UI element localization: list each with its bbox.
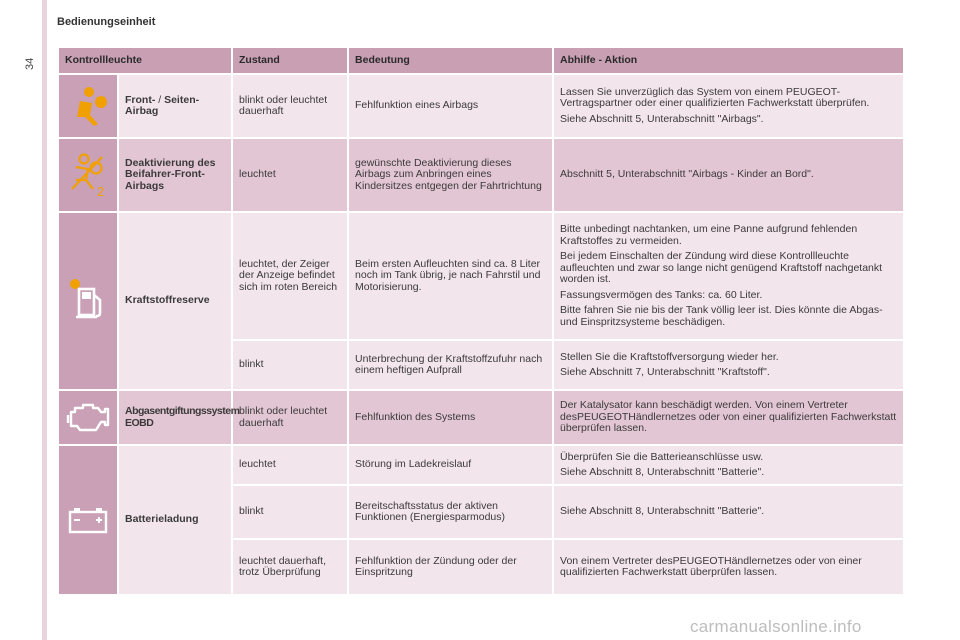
watermark: carmanualsonline.info <box>690 617 862 636</box>
warning-lights-table <box>57 46 905 596</box>
action-cell: Überprüfen Sie die Batterieanschlüsse usw. Siehe Abschnitt 8, Unterabschnitt "Batterie". <box>553 445 904 485</box>
airbag-deactivated-icon <box>58 138 118 212</box>
meaning-cell: Bereitschaftsstatus der aktiven Funktionen (Energiesparmodus) <box>348 485 553 539</box>
airbag-icon <box>58 74 118 138</box>
state-cell: blinkt oder leuchtet dauerhaft <box>232 390 348 445</box>
state-cell: leuchtet <box>232 138 348 212</box>
light-label: Front- / Seiten-Airbag <box>118 74 232 138</box>
meaning-cell: Beim ersten Aufleuchten sind ca. 8 Liter noch im Tank übrig, je nach Fahrstil und Motorisierung. <box>348 212 553 340</box>
meaning-cell: Fehlfunktion der Zündung oder der Einspritzung <box>348 539 553 595</box>
light-label: Abgasentgiftungssystem EOBD <box>118 390 232 445</box>
meaning-cell: gewünschte Deaktivierung dieses Airbags zum Anbringen eines Kindersitzes entgegen der Fahrtrichtung <box>348 138 553 212</box>
column-header: Kontrollleuchte <box>58 47 232 74</box>
svg-text:2: 2 <box>97 184 105 199</box>
meaning-cell: Fehlfunktion des Systems <box>348 390 553 445</box>
action-cell: Bitte unbedingt nachtanken, um eine Panne aufgrund fehlenden Kraftstoffes zu vermeiden. Bei jedem Einschalten der Zündung wird diese Kontrollleuchte aufleuchten und zwar so lange nicht genügend Kraftstoff nachgetankt worden ist. Fassungsvermögen des Tanks: ca. 60 Liter. Bitte fahren Sie nie bis der Tank völlig leer ist. Dies könnte die Abgas- und Einspritzsysteme beschädigen. <box>553 212 904 340</box>
state-cell: blinkt <box>232 340 348 390</box>
fuel-pump-icon <box>58 212 118 390</box>
table-row <box>58 390 904 445</box>
table-row <box>58 445 904 485</box>
state-cell: blinkt oder leuchtet dauerhaft <box>232 74 348 138</box>
state-cell: leuchtet <box>232 445 348 485</box>
action-cell: Abschnitt 5, Unterabschnitt "Airbags - Kinder an Bord". <box>553 138 904 212</box>
action-cell: Stellen Sie die Kraftstoffversorgung wieder her. Siehe Abschnitt 7, Unterabschnitt "Kraftstoff". <box>553 340 904 390</box>
column-header: Abhilfe - Aktion <box>553 47 904 74</box>
action-cell: Von einem Vertreter desPEUGEOTHändlernetzes oder von einer qualifizierten Fachwerkstatt überprüfen lassen. <box>553 539 904 595</box>
action-cell: Der Katalysator kann beschädigt werden. Von einem Vertreter desPEUGEOTHändlernetzes oder von einer qualifizierten Fachwerkstatt überprüfen lassen. <box>553 390 904 445</box>
light-label: Deaktivierung des Beifahrer-Front-Airbags <box>118 138 232 212</box>
action-cell: Lassen Sie unverzüglich das System von einem PEUGEOT-Vertragspartner oder einer qualifizierten Fachwerkstatt überprüfen. Siehe Abschnitt 5, Unterabschnitt "Airbags". <box>553 74 904 138</box>
table-header-row <box>58 47 904 74</box>
engine-icon <box>58 390 118 445</box>
table-row <box>58 74 904 138</box>
state-cell: leuchtet, der Zeiger der Anzeige befindet sich im roten Bereich <box>232 212 348 340</box>
state-cell: leuchtet dauerhaft, trotz Überprüfung <box>232 539 348 595</box>
side-bar <box>42 0 47 640</box>
state-cell: blinkt <box>232 485 348 539</box>
battery-icon <box>58 445 118 595</box>
table-row <box>58 138 904 212</box>
table-row <box>58 212 904 340</box>
meaning-cell: Unterbrechung der Kraftstoffzufuhr nach einem heftigen Aufprall <box>348 340 553 390</box>
page-number: 34 <box>24 57 36 70</box>
column-header: Bedeutung <box>348 47 553 74</box>
meaning-cell: Fehlfunktion eines Airbags <box>348 74 553 138</box>
section-title: Bedienungseinheit <box>57 16 156 28</box>
meaning-cell: Störung im Ladekreislauf <box>348 445 553 485</box>
light-label: Batterieladung <box>118 445 232 595</box>
light-label: Kraftstoffreserve <box>118 212 232 390</box>
column-header: Zustand <box>232 47 348 74</box>
action-cell: Siehe Abschnitt 8, Unterabschnitt "Batterie". <box>553 485 904 539</box>
